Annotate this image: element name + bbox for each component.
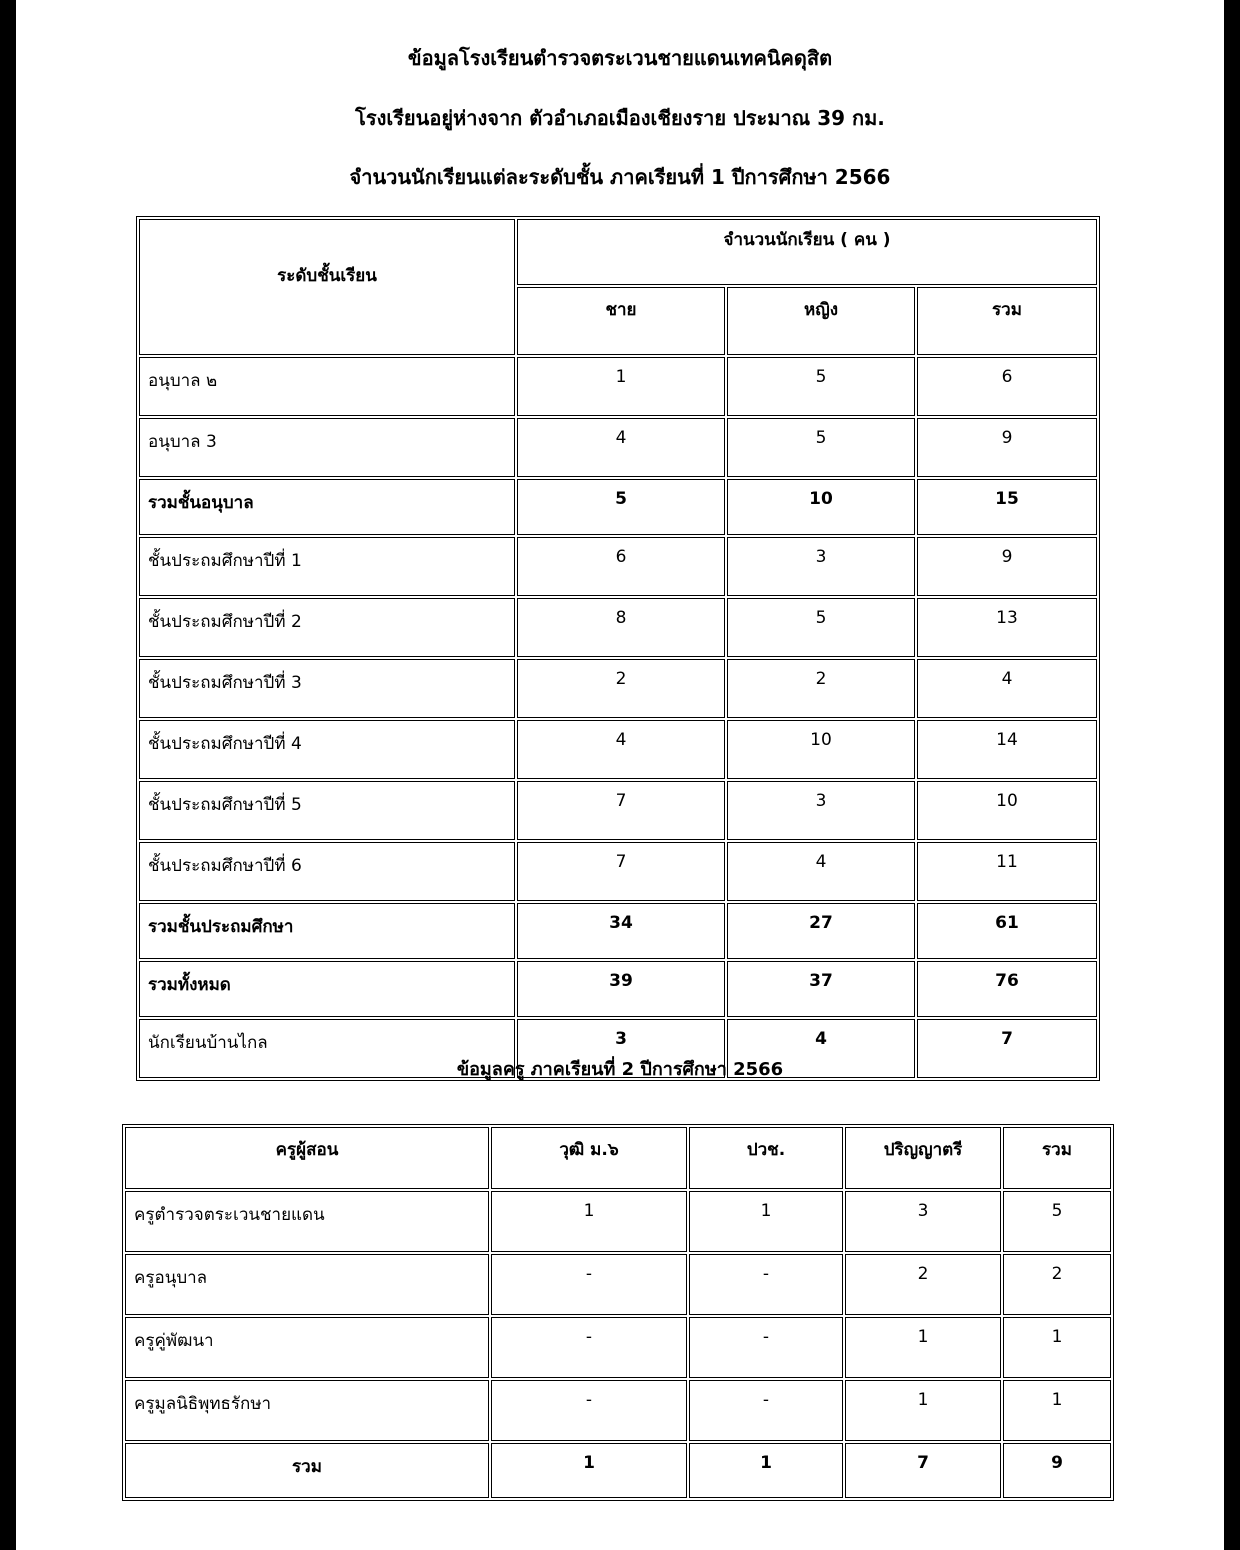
level-cell: รวมทั้งหมด	[139, 961, 515, 1017]
total-cell: 61	[917, 903, 1097, 959]
total-cell: 9	[917, 537, 1097, 596]
male-cell: 6	[517, 537, 725, 596]
vocational-cell: -	[689, 1380, 843, 1441]
table-row	[125, 1254, 1111, 1315]
table-row	[139, 479, 1097, 535]
level-cell: รวมชั้นประถมศึกษา	[139, 903, 515, 959]
male-cell: 8	[517, 598, 725, 657]
secondary-cell: 1	[491, 1443, 687, 1498]
level-cell: อนุบาล 3	[139, 418, 515, 477]
total-cell: 11	[917, 842, 1097, 901]
students-table	[136, 216, 1100, 1081]
table-row	[139, 720, 1097, 779]
level-header: ระดับชั้นเรียน	[139, 219, 515, 355]
female-cell: 2	[727, 659, 915, 718]
secondary-cell: 1	[491, 1191, 687, 1252]
teacher-total-cell: 5	[1003, 1191, 1111, 1252]
teacher-type-cell: ครูตำรวจตระเวนชายแดน	[125, 1191, 489, 1252]
male-header: ชาย	[517, 287, 725, 355]
teacher-type-cell: ครูอนุบาล	[125, 1254, 489, 1315]
table-row	[139, 537, 1097, 596]
total-cell: 10	[917, 781, 1097, 840]
total-cell: 6	[917, 357, 1097, 416]
bachelor-cell: 3	[845, 1191, 1001, 1252]
female-cell: 3	[727, 537, 915, 596]
total-cell: 14	[917, 720, 1097, 779]
table-row	[139, 961, 1097, 1017]
male-cell: 4	[517, 720, 725, 779]
total-cell: 76	[917, 961, 1097, 1017]
level-cell: ชั้นประถมศึกษาปีที่ 5	[139, 781, 515, 840]
vocational-cell: -	[689, 1254, 843, 1315]
bachelor-cell: 1	[845, 1380, 1001, 1441]
secondary-cell: -	[491, 1254, 687, 1315]
male-cell: 7	[517, 842, 725, 901]
total-header: รวม	[917, 287, 1097, 355]
teachers-table	[122, 1124, 1114, 1501]
female-header: หญิง	[727, 287, 915, 355]
female-cell: 5	[727, 418, 915, 477]
level-cell: ชั้นประถมศึกษาปีที่ 1	[139, 537, 515, 596]
bachelor-cell: 7	[845, 1443, 1001, 1498]
table-row	[139, 903, 1097, 959]
table-row	[125, 1191, 1111, 1252]
male-cell: 5	[517, 479, 725, 535]
teacher-type-cell: ครูคู่พัฒนา	[125, 1317, 489, 1378]
teacher-total-cell: 1	[1003, 1380, 1111, 1441]
secondary-cell: -	[491, 1317, 687, 1378]
female-cell: 5	[727, 357, 915, 416]
total-cell: 15	[917, 479, 1097, 535]
vocational-cell: -	[689, 1317, 843, 1378]
table-row	[139, 598, 1097, 657]
table-row	[125, 1317, 1111, 1378]
male-cell: 1	[517, 357, 725, 416]
level-cell: ชั้นประถมศึกษาปีที่ 6	[139, 842, 515, 901]
male-cell: 3	[517, 1019, 725, 1078]
table-row	[125, 1380, 1111, 1441]
bachelor-cell: 2	[845, 1254, 1001, 1315]
female-cell: 10	[727, 479, 915, 535]
school-title: ข้อมูลโรงเรียนตำรวจตระเวนชายแดนเทคนิคดุสิต	[407, 46, 833, 70]
vocational-cell: 1	[689, 1443, 843, 1498]
students-heading: จำนวนนักเรียนแต่ละระดับชั้น ภาคเรียนที่ 1 ปีการศึกษา 2566	[349, 165, 891, 189]
female-cell: 4	[727, 842, 915, 901]
table-row	[139, 781, 1097, 840]
table-row	[139, 357, 1097, 416]
male-cell: 7	[517, 781, 725, 840]
table-row	[139, 659, 1097, 718]
female-cell: 5	[727, 598, 915, 657]
level-cell: อนุบาล ๒	[139, 357, 515, 416]
bachelor-cell: 1	[845, 1317, 1001, 1378]
level-cell: รวมชั้นอนุบาล	[139, 479, 515, 535]
document-page	[16, 0, 1224, 1550]
female-cell: 4	[727, 1019, 915, 1078]
teacher-type-header: ครูผู้สอน	[125, 1127, 489, 1189]
teachers-heading: ข้อมูลครู ภาคเรียนที่ 2 ปีการศึกษา 2566	[456, 1059, 784, 1080]
vocational-cell: 1	[689, 1191, 843, 1252]
female-cell: 27	[727, 903, 915, 959]
teacher-type-cell: ครูมูลนิธิพุทธรักษา	[125, 1380, 489, 1441]
bachelor-header: ปริญญาตรี	[845, 1127, 1001, 1189]
teacher-total-cell: 9	[1003, 1443, 1111, 1498]
female-cell: 10	[727, 720, 915, 779]
male-cell: 4	[517, 418, 725, 477]
level-cell: นักเรียนบ้านไกล	[139, 1019, 515, 1078]
female-cell: 37	[727, 961, 915, 1017]
female-cell: 3	[727, 781, 915, 840]
teacher-total-cell: 1	[1003, 1317, 1111, 1378]
secondary-header: วุฒิ ม.๖	[491, 1127, 687, 1189]
total-cell: 7	[917, 1019, 1097, 1078]
secondary-cell: -	[491, 1380, 687, 1441]
total-cell: 9	[917, 418, 1097, 477]
table-row	[139, 418, 1097, 477]
male-cell: 39	[517, 961, 725, 1017]
level-cell: ชั้นประถมศึกษาปีที่ 3	[139, 659, 515, 718]
teacher-total-header: รวม	[1003, 1127, 1111, 1189]
total-row	[125, 1443, 1111, 1498]
student-count-header: จำนวนนักเรียน ( คน )	[517, 219, 1097, 285]
table-row	[139, 842, 1097, 901]
total-cell: 4	[917, 659, 1097, 718]
total-cell: 13	[917, 598, 1097, 657]
level-cell: ชั้นประถมศึกษาปีที่ 2	[139, 598, 515, 657]
vocational-header: ปวช.	[689, 1127, 843, 1189]
level-cell: ชั้นประถมศึกษาปีที่ 4	[139, 720, 515, 779]
distance-note: โรงเรียนอยู่ห่างจาก ตัวอำเภอเมืองเชียงราย ประมาณ 39 กม.	[355, 106, 885, 130]
teacher-total-cell: 2	[1003, 1254, 1111, 1315]
male-cell: 34	[517, 903, 725, 959]
male-cell: 2	[517, 659, 725, 718]
total-label-cell: รวม	[125, 1443, 489, 1498]
